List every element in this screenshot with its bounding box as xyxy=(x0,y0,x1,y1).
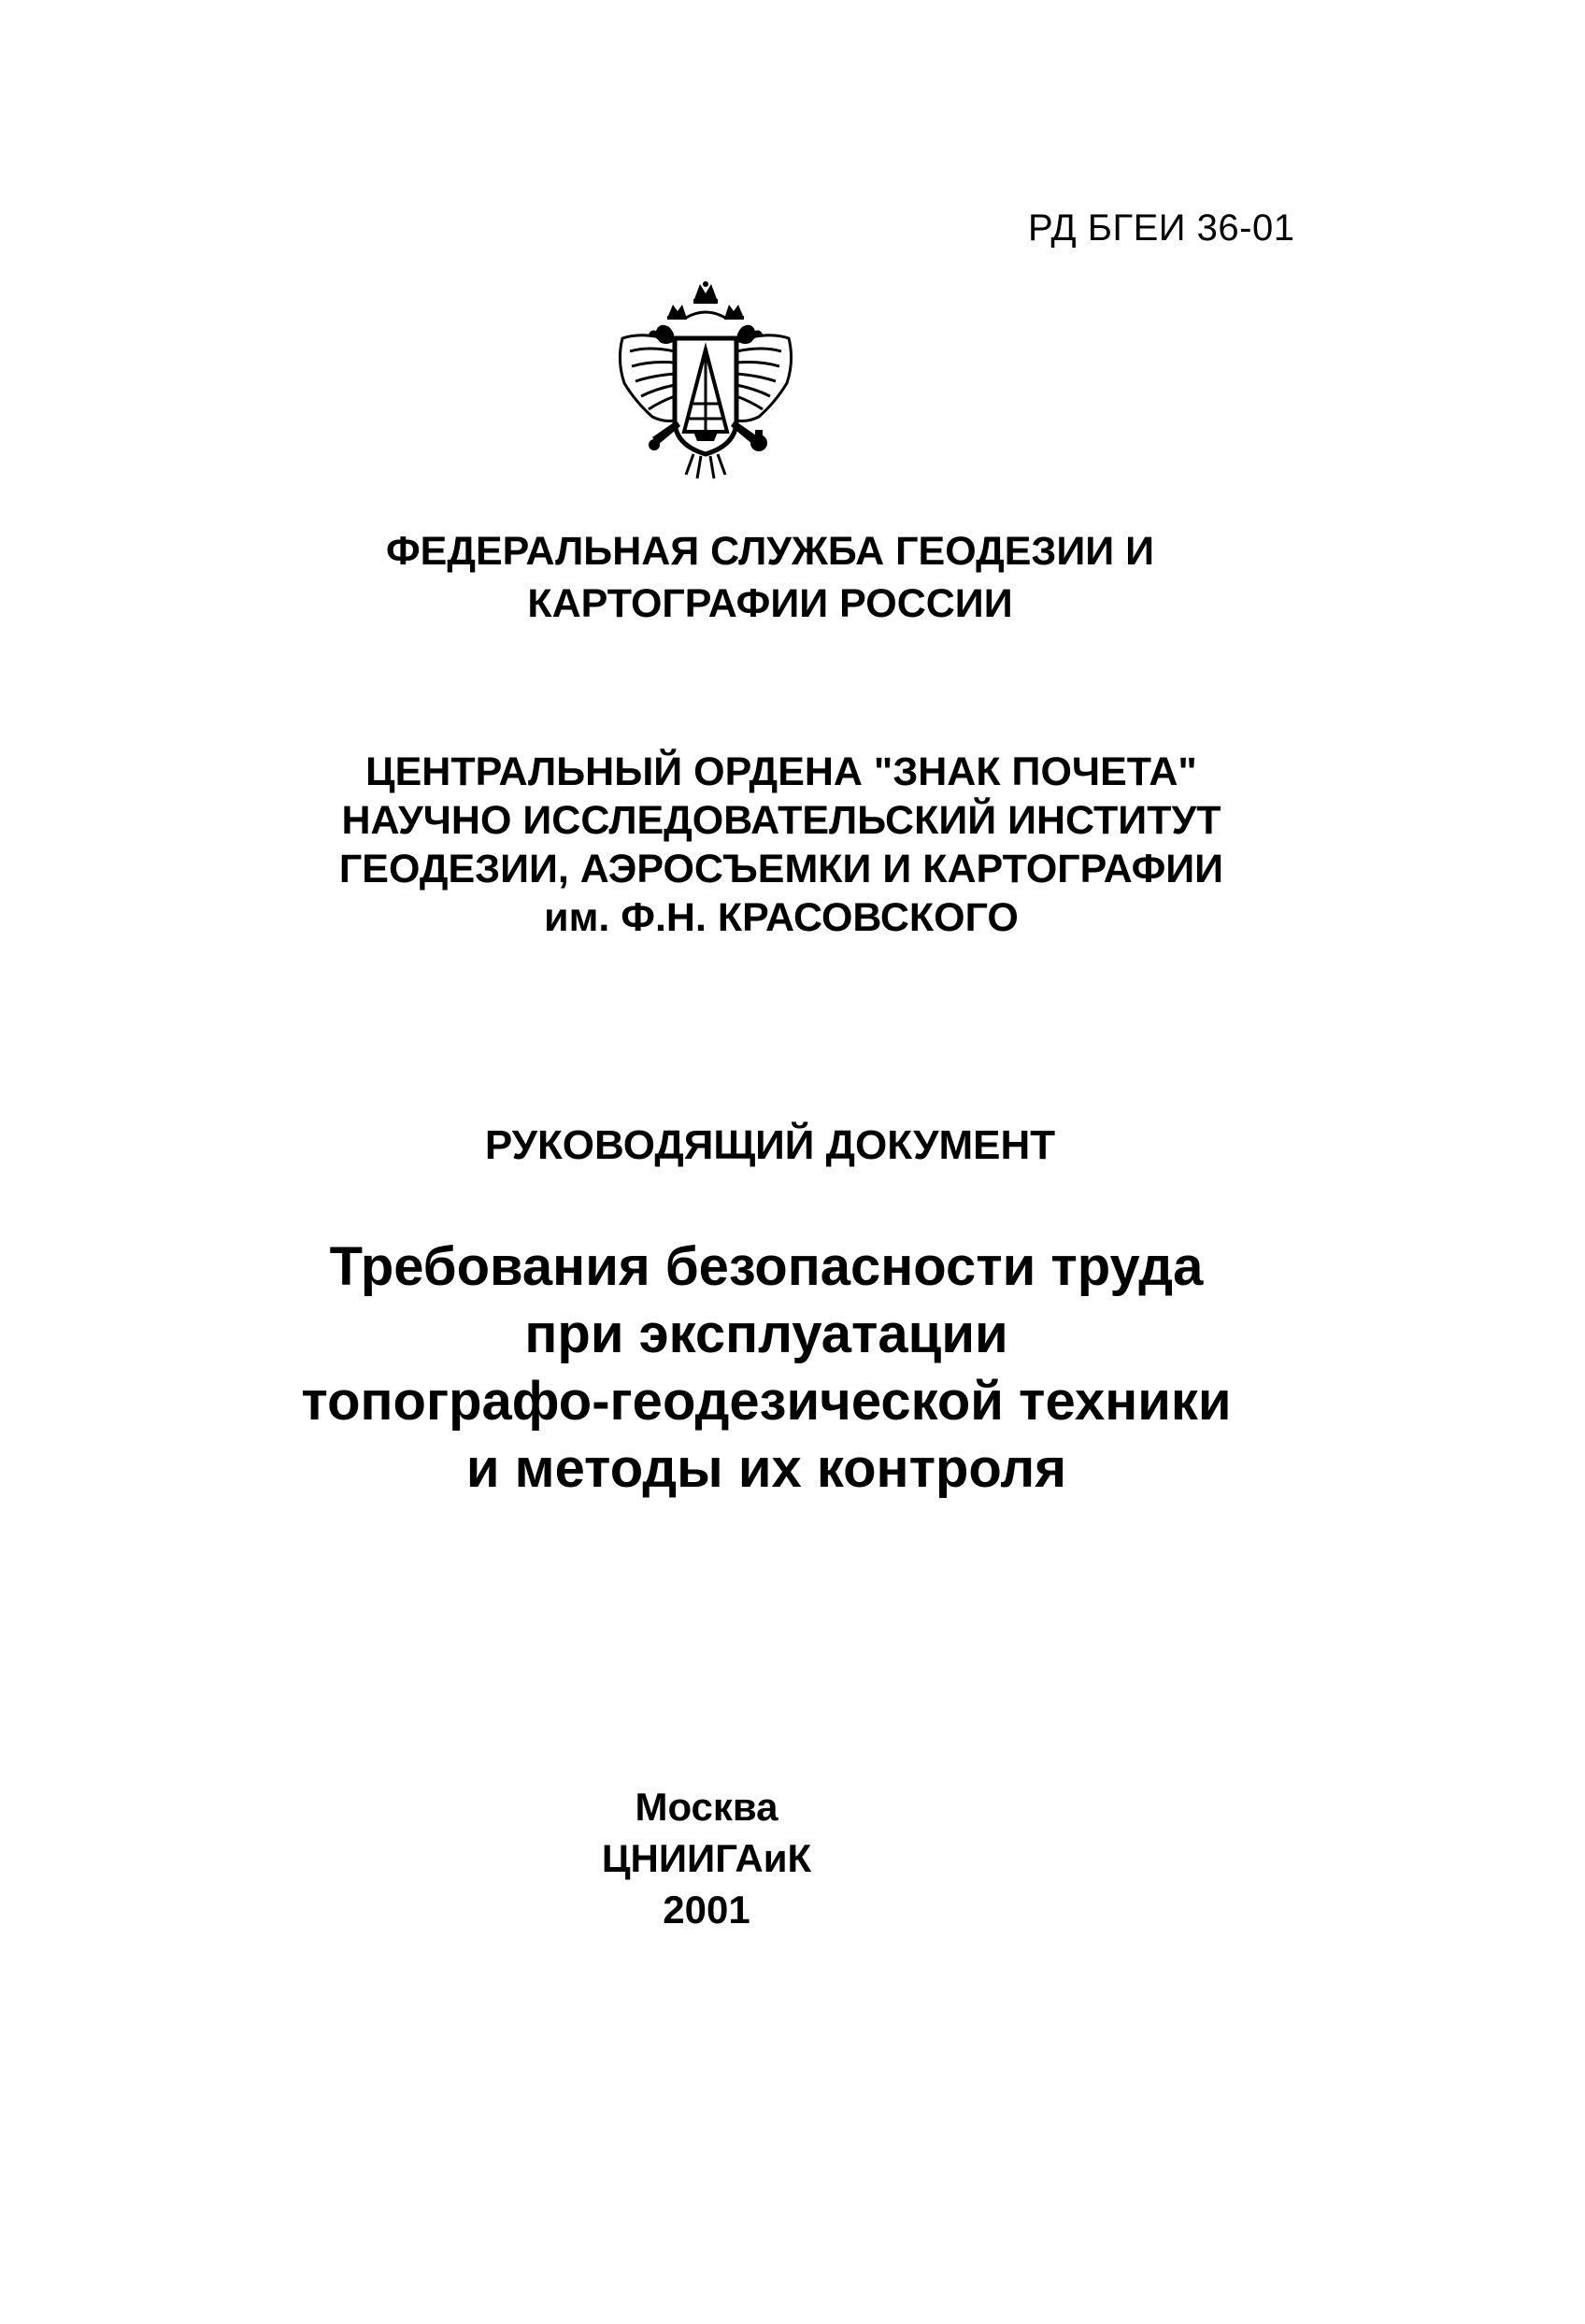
imprint-year: 2001 xyxy=(663,1888,750,1932)
institute-line: НАУЧНО ИССЛЕДОВАТЕЛЬСКИЙ ИНСТИТУТ xyxy=(341,798,1221,843)
document-type: РУКОВОДЯЩИЙ ДОКУМЕНТ xyxy=(484,1122,1056,1168)
document-title xyxy=(0,1233,1559,1503)
institute-line: ГЕОДЕЗИИ, АЭРОСЪЕМКИ И КАРТОГРАФИИ xyxy=(338,847,1224,891)
double-headed-eagle-emblem-icon xyxy=(607,280,804,486)
imprint-publisher: ЦНИИГАиК xyxy=(601,1836,812,1880)
title-line: и методы их контроля xyxy=(465,1438,1067,1499)
title-line: Требования безопасности труда xyxy=(329,1236,1204,1297)
imprint-city: Москва xyxy=(635,1785,778,1829)
institute-line: ЦЕНТРАЛЬНЫЙ ОРДЕНА "ЗНАК ПОЧЕТА" xyxy=(365,749,1197,794)
agency-line: ФЕДЕРАЛЬНАЯ СЛУЖБА ГЕОДЕЗИИ И xyxy=(385,529,1155,574)
document-code: РД БГЕИ 36-01 xyxy=(1028,207,1295,249)
agency-line: КАРТОГРАФИИ РОССИИ xyxy=(527,581,1013,626)
imprint xyxy=(0,1781,1499,1935)
title-line: топографо-геодезической техники xyxy=(301,1371,1232,1432)
institute-name xyxy=(0,748,1574,942)
title-line: при эксплуатации xyxy=(524,1304,1008,1364)
institute-line: им. Ф.Н. КРАСОВСКОГО xyxy=(544,895,1019,940)
agency-name xyxy=(0,525,1563,630)
